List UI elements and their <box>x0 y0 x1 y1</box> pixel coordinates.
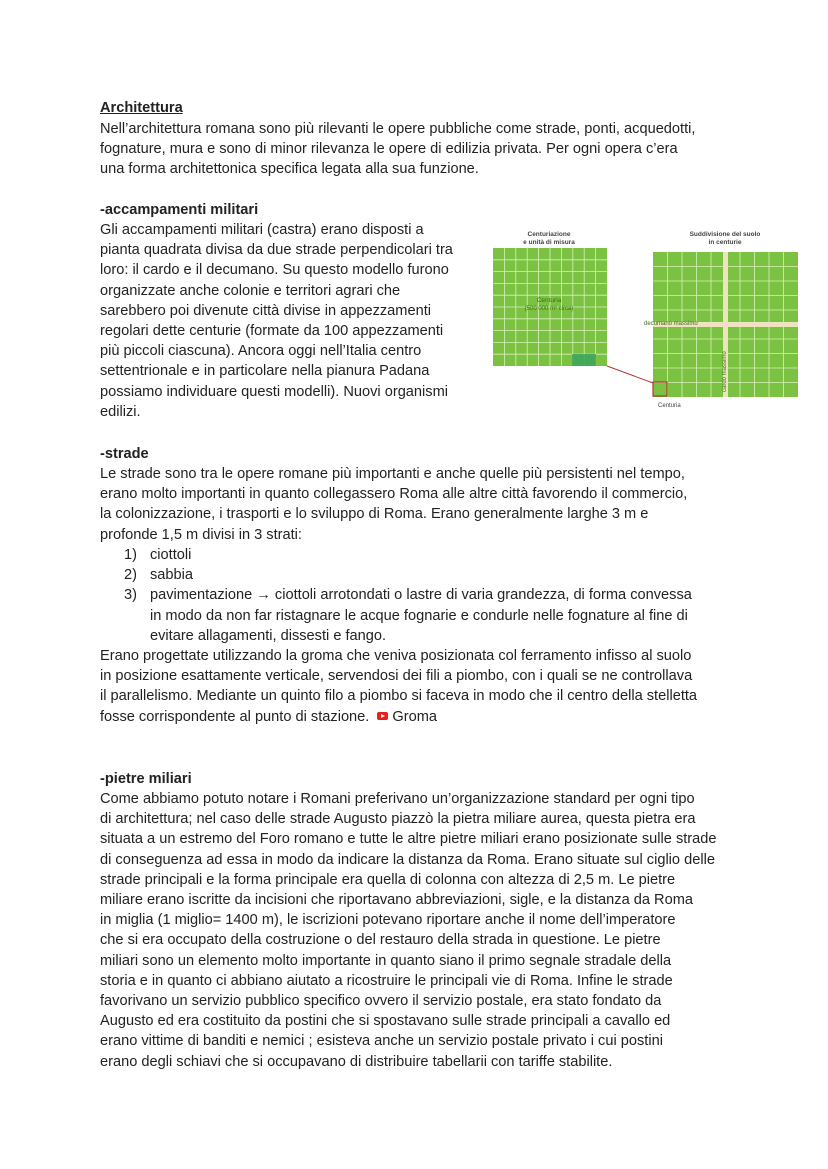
text-line: edilizi. <box>100 403 141 420</box>
text-line: in posizione esattamente verticale, servendosi dei fili a piombo, con i quali se ne controllava <box>100 668 693 685</box>
list-item <box>124 565 734 585</box>
list-text: in modo da non far ristagnare le acque fognarie e condurle nelle fognature al fine di <box>150 607 688 624</box>
right-figure-title-2: in centurie <box>708 239 742 246</box>
centuria-center-label-2: (500 000 m² circa) <box>524 306 574 312</box>
youtube-icon <box>377 712 388 720</box>
right-figure-title-1: Suddivisione del suolo <box>689 231 761 238</box>
list-item <box>124 585 734 646</box>
text-line: una forma architettonica specifica legata alla sua funzione. <box>100 161 479 178</box>
decumano-label: decumano massimo <box>644 321 698 327</box>
text-line: settentrionale e in particolare nella pianura Padana <box>100 363 430 380</box>
text-line: fognature, mura e sono di minor rilevanza le opere di edilizia privata. Per ogni opera c’era <box>100 141 678 158</box>
text-line: profonde 1,5 m divisi in 3 strati: <box>100 526 302 543</box>
section-title-accampamenti: -accampamenti militari <box>100 202 259 218</box>
text-line: Augusto ed era costituito da postini che si spostavano sulle strade principali a cavallo ed <box>100 1013 671 1030</box>
groma-link-label: Groma <box>392 708 438 725</box>
text-line: loro: il cardo e il decumano. Su questo modello furono <box>100 262 449 279</box>
text-line: strade principali e la forma principale era quella di colonna con altezza di 2,5 m. Le pietre <box>100 871 676 888</box>
text-line: miliari sono un elemento molto importante in quanto siano il primo segnale stradale della <box>100 952 672 969</box>
text-line: favorivano un servizio pubblico specifico ovvero il servizio postale, era stato fondato da <box>100 993 662 1010</box>
list-item <box>124 545 734 565</box>
centuriation-figure <box>490 226 802 412</box>
section-title-architettura: Architettura <box>100 100 183 116</box>
text-line: erano vittime di banditi e nemici ; esisteva anche un servizio postale privato i cui postini <box>100 1033 663 1050</box>
centuria-label: Centuria <box>658 403 681 409</box>
text-line: che si era occupato della costruzione o del restauro della strada in questione. Le pietre <box>100 932 661 949</box>
list-text: pavimentazione → ciottoli arrotondati o lastre di varia grandezza, di forma convessa <box>150 587 692 604</box>
text-line: sarebbero poi divenute città divise in appezzamenti <box>100 302 431 319</box>
section-title-pietre-miliari: -pietre miliari <box>100 771 192 787</box>
highlight-cells <box>572 354 596 366</box>
text-line: il parallelismo. Mediante un quinto filo a piombo si faceva in modo che il centro della stelletta <box>100 688 698 705</box>
paragraph-groma <box>100 646 740 727</box>
section-title-strade: -strade <box>100 446 149 462</box>
left-figure-title-2: e unità di misura <box>523 239 575 246</box>
paragraph-accampamenti <box>100 220 480 422</box>
text-line: Nell’architettura romana sono più rilevanti le opere pubbliche come strade, ponti, acquedotti, <box>100 121 696 137</box>
list-text: evitare allagamenti, dissesti e fango. <box>150 627 387 644</box>
left-figure-title-1: Centuriazione <box>527 231 571 238</box>
text-line: Gli accampamenti militari (castra) erano disposti a <box>100 222 424 238</box>
paragraph-pietre-miliari <box>100 789 740 1072</box>
text-line: erano degli schiavi che si occupavano di distribuire tabellarii con tariffe stabilite. <box>100 1053 613 1070</box>
text-line: di architettura; nel caso delle strade Augusto piazzò la pietra miliare aurea, questa pietra era <box>100 811 696 828</box>
text-line: erano molto importanti in quanto collegassero Roma alle altre città favorendo il commercio, <box>100 486 688 503</box>
text-line: organizzate anche colonie e territori agrari che <box>100 282 401 299</box>
text-line: pianta quadrata divisa da due strade perpendicolari tra <box>100 242 453 259</box>
list-number: 3) <box>124 587 137 604</box>
text-line: storia e in quanto ci abbiano aiutato a ricostruire le principali vie di Roma. Infine le strade <box>100 972 673 989</box>
centuria-center-label-1: Centuria <box>536 297 562 304</box>
text-line: in miglia (1 miglio= 1400 m), le iscrizioni potevano riportare anche il nome dell’imperatore <box>100 912 676 929</box>
text-line: possiamo individuare questi modelli). Nuovi organismi <box>100 383 448 400</box>
text-line: Come abbiamo potuto notare i Romani preferivano un’organizzazione standard per ogni tipo <box>100 791 695 807</box>
text-line: regolari dette centurie (formate da 100 appezzamenti <box>100 323 444 340</box>
text-line: Le strade sono tra le opere romane più importanti e anche quelle più persistenti nel tempo, <box>100 466 685 482</box>
cardo-label: cardo massimo <box>722 351 728 392</box>
text-line: più piccoli ciascuna). Ancora oggi nell’Italia centro <box>100 343 422 360</box>
text-line: miliare erano iscritte da incisioni che riportavano abbreviazioni, sigle, e la distanza da Roma <box>100 892 693 909</box>
text-line: Erano progettate utilizzando la groma che veniva posizionata col ferramento infisso al suolo <box>100 648 692 664</box>
text-line-segment: fosse corrispondente al punto di stazione. <box>100 708 370 725</box>
groma-video-link[interactable] <box>377 709 437 725</box>
list-number: 1) <box>124 547 137 563</box>
text-line: la colonizzazione, i trasporti e lo sviluppo di Roma. Erano generalmente larghe 3 m e <box>100 506 649 523</box>
text-line: situata a un estremo del Foro romano e tutte le altre pietre miliari erano posizionate sulle strade <box>100 831 717 848</box>
list-number: 2) <box>124 567 137 584</box>
list-text: sabbia <box>150 567 194 584</box>
text-line <box>100 707 740 727</box>
paragraph-architettura <box>100 119 740 180</box>
text-line: di conseguenza ad essa in modo da indicare la distanza da Roma. Erano situate sul ciglio delle <box>100 851 715 868</box>
paragraph-strade <box>100 464 740 545</box>
connector-line <box>607 366 653 383</box>
strata-list <box>124 545 734 646</box>
list-text: ciottoli <box>150 547 192 563</box>
